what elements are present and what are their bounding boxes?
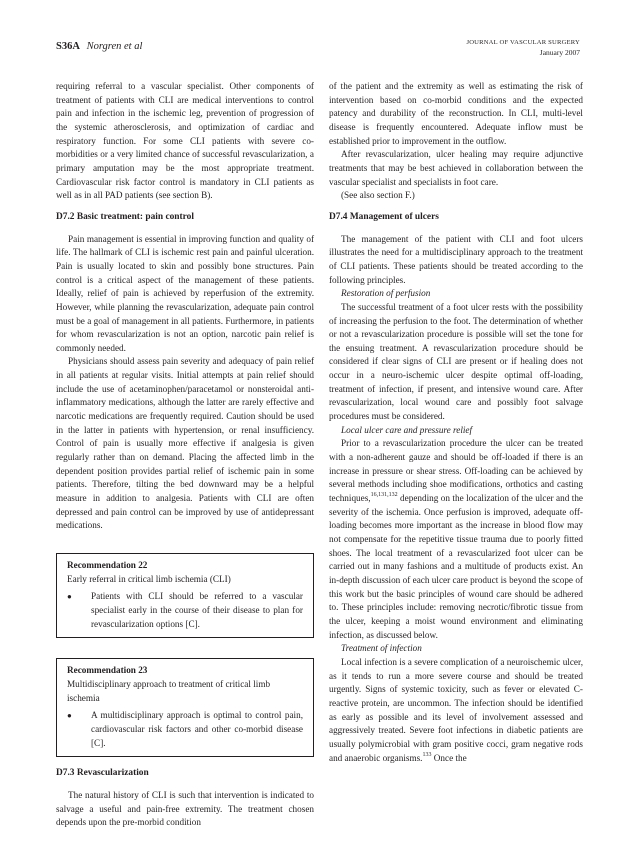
recommendation-bullet: ● Patients with CLI should be referred to a vascular specialist early in the course of their disease to plan for revascularization options [C]. [67,590,303,631]
subheading-treatment-of-infection: Treatment of infection [341,643,422,654]
page-header-right [466,38,580,58]
subheading-restoration-of-perfusion: Restoration of perfusion [341,288,431,299]
paragraph: of the patient and the extremity as well as estimating the risk of intervention based on co-morbid conditions and the expected patency and durability of the reconstruction. In CLI, multi-level disease is frequently encountered. Adequate inflow must be established prior to improvement in the outflow. [329,81,583,146]
paragraph-text: Once the [431,752,467,763]
left-column [56,80,314,830]
right-column [329,80,583,765]
page-number: S36A [56,41,80,52]
paragraph: The management of the patient with CLI and foot ulcers illustrates the need for a multidisciplinary approach to the treatment of CLI patients. These patients should be treated according to the following principles. [329,233,583,285]
citation-ref: 16,131,132 [370,492,398,499]
recommendation-subtitle: Early referral in critical limb ischemia (CLI) [67,573,231,584]
recommendation-title: Recommendation 23 [67,665,148,676]
paragraph [329,656,583,765]
subheading-local-ulcer-care: Local ulcer care and pressure relief [341,424,473,435]
citation-ref: 133 [422,751,432,758]
paragraph: Physicians should assess pain severity and adequacy of pain relief in all patients at regular visits. Initial attempts at pain relief should include the use of acetaminophen/paracetamol or nonsteroidal anti-inflammatory medications, although the latter are rarely effective and narcotic medications are frequently required. Caution should be used in the latter in patients with hypertension, or renal insufficiency. Control of pain is usually more effective if analgesia is given regularly rather than on demand. Placing the affected limb in the dependent position provides partial relief of ischemic pain in some patients. Therefore, tilting the bed downward may be a helpful measure in addition to analgesia. Patients with CLI are often depressed and pain control can be improved by use of antidepressant medications. [56,356,314,531]
paragraph: The successful treatment of a foot ulcer rests with the possibility of increasing the perfusion to the foot. The determination of whether or not a revascularization procedure is possible will set the tone for the ensuing treatment. A revascularization procedure should be considered if clear signs of CLI are present or if healing does not occur in a neuro-ischemic ulcer despite optimal off-loading, treatment of infection, if present, and intensive wound care. After revascularization, local wound care and possibly foot salvage procedures must be considered. [329,301,583,422]
paragraph-text: depending on the localization of the ulcer and the severity of the ischemia. Once perfusion is improved, adequate off-loading becomes more important as the increase in blood flow may not compensate for the repetitive tissue trauma due to poorly fitted shoes. The local treatment of a revascularized foot ulcer can be carried out in many fashions and a multitude of products exist. An in-depth discussion of each ulcer care product is beyond the scope of this work but the basic principles of wound care should be adhered to. These principles include: removing necrotic/fibrotic tissue from the ulcer, keeping a moist wound environment and eliminating infection, as discussed below. [329,493,583,640]
issue-date: January 2007 [539,48,580,57]
paragraph: (See also section F.) [341,190,415,201]
recommendation-bullet: ● A multidisciplinary approach is optimal to control pain, cardiovascular risk factors and other co-morbid disease [C]. [67,709,303,750]
recommendation-subtitle: Multidisciplinary approach to treatment of critical limb ischemia [67,678,271,703]
paragraph: After revascularization, ulcer healing may require adjunctive treatments that may be best achieved in collaboration between the vascular specialist and specialists in foot care. [329,149,583,187]
recommendation-title: Recommendation 22 [67,560,148,570]
paragraph: The natural history of CLI is such that intervention is indicated to salvage a useful and pain-free extremity. The treatment chosen depends upon the pre-morbid condition [56,789,314,828]
section-heading-d7-3: D7.3 Revascularization [56,768,149,779]
paragraph [329,437,583,642]
section-heading-d7-2: D7.2 Basic treatment: pain control [56,211,194,222]
recommendation-22-box [56,553,314,638]
recommendation-23-box [56,658,314,757]
paragraph-text: Local infection is a severe complication of a neuroischemic ulcer, as it tends to run a more severe course and should be treated urgently. Signs of systemic toxicity, such as fever or elevated C-reactive protein, are uncommon. The infection should be identified as early as possible and its level of involvement assessed and aggressively treated. Severe foot infections in diabetic patients are usually polymicrobial with gram positive cocci, gram negative rods and anaerobic organisms. [329,656,583,763]
paragraph: Pain management is essential in improving function and quality of life. The hallmark of CLI is ischemic rest pain and painful ulceration. Pain is usually located to skin and possibly bone structures. Pain control is a critical aspect of the management of these patients. Ideally, relief of pain is achieved by reperfusion of the extremity. However, while planning the revascularization, adequate pain control must be a goal of management in all patients. Furthermore, in patients for whom revascularization is not an option, narcotic pain relief is commonly needed. [56,233,314,353]
running-authors: Norgren et al [86,41,143,52]
journal-name: JOURNAL OF VASCULAR SURGERY [466,39,580,46]
section-heading-d7-4: D7.4 Management of ulcers [329,211,439,222]
page-header-left [56,41,142,52]
paragraph: requiring referral to a vascular specialist. Other components of treatment of patients with CLI are medical interventions to control pain and infection in the ischemic leg, prevention of progression of the systemic atherosclerosis, and optimization of cardiac and respiratory function. For some CLI patients with severe co-morbidities or a very limited chance of successful revascularization, a primary amputation may be the most appropriate treatment. Cardiovascular risk factor control is mandatory in CLI patients as well as in all PAD patients (see section B). [56,81,314,201]
paragraph-text: Prior to a revascularization procedure the ulcer can be treated with a non-adherent gauze and should be off-loaded if there is an increase in pressure or shear stress. Off-loading can be achieved by several methods including shoe modifications, orthotics and casting techniques, [329,438,583,504]
